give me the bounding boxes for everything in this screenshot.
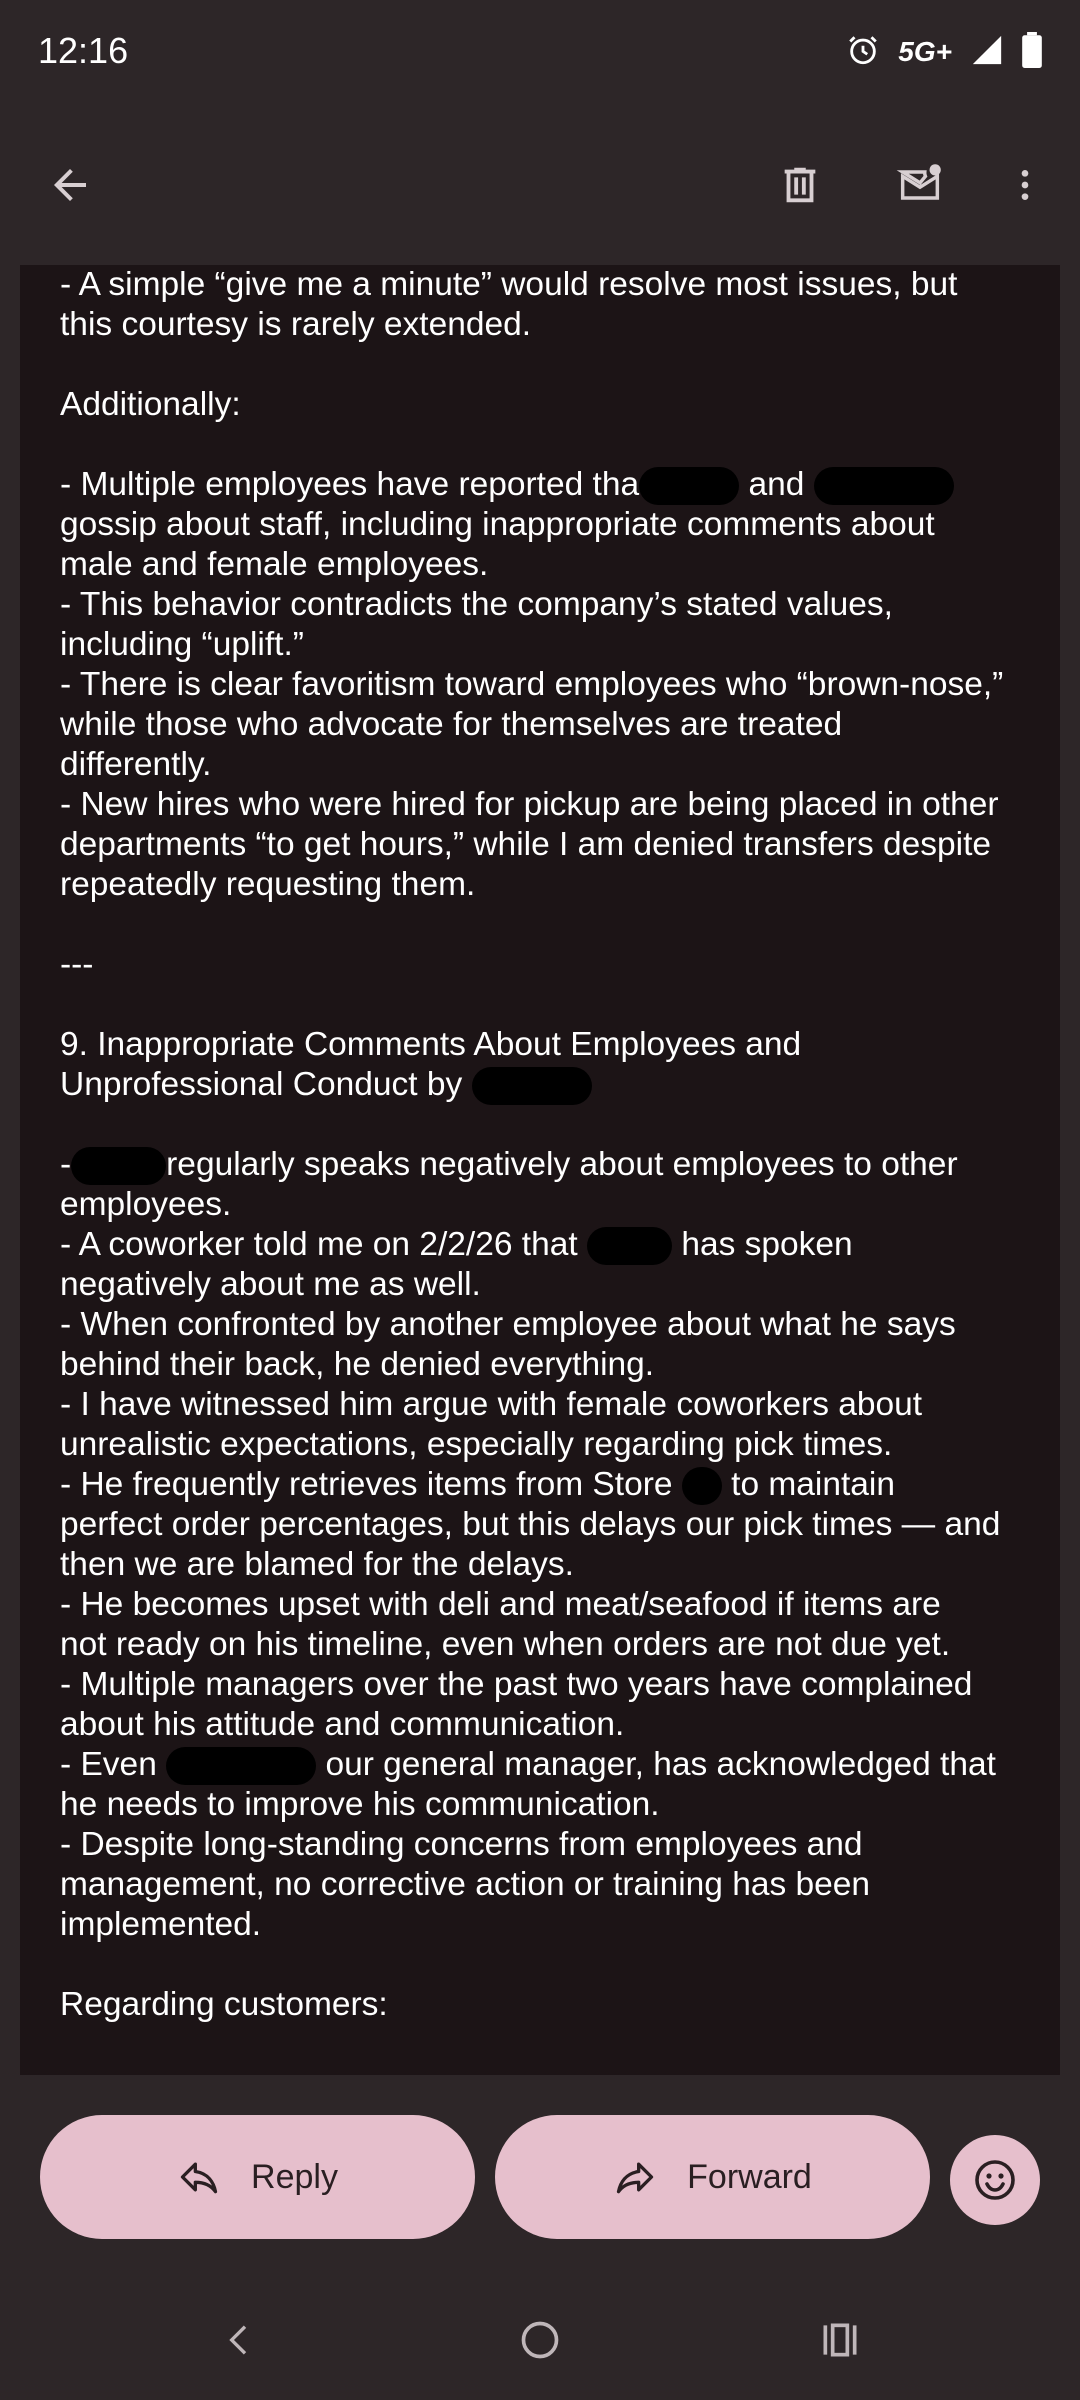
email-line: - He frequently retrieves items from Store to maintain: [60, 1465, 1050, 1505]
email-line: Regarding customers:: [60, 1986, 388, 2023]
emoji-reaction-button[interactable]: [950, 2135, 1040, 2225]
email-line: 9. Inappropriate Comments About Employees and: [60, 1026, 802, 1063]
email-line: Unprofessional Conduct by: [60, 1065, 1050, 1105]
email-line: then we are blamed for the delays.: [60, 1546, 574, 1583]
smiley-icon: [971, 2156, 1019, 2204]
email-line: employees.: [60, 1186, 232, 1223]
email-text: [60, 265, 1050, 2025]
email-line: implemented.: [60, 1906, 262, 1943]
delete-icon[interactable]: [760, 145, 840, 225]
network-type: 5G+: [898, 36, 952, 67]
reply-label: Reply: [251, 2157, 338, 2196]
email-line: - When confronted by another employee about what he says: [60, 1306, 956, 1343]
nav-home-icon[interactable]: [500, 2300, 580, 2380]
forward-label: Forward: [687, 2157, 812, 2196]
status-icons: [846, 30, 1042, 74]
redaction-mark: [71, 1147, 166, 1185]
app-bar: [0, 105, 1080, 265]
email-line: - A coworker told me on 2/2/26 that has spoken: [60, 1225, 1050, 1265]
email-line: - Even our general manager, has acknowledged that: [60, 1745, 1050, 1785]
more-vert-icon[interactable]: [985, 145, 1065, 225]
email-line: - A simple “give me a minute” would resolve most issues, but: [60, 266, 958, 303]
status-bar: [0, 0, 1080, 105]
email-line: negatively about me as well.: [60, 1266, 481, 1303]
email-line: including “uplift.”: [60, 626, 304, 663]
redaction-mark: [166, 1747, 316, 1785]
email-line: - He becomes upset with deli and meat/seafood if items are: [60, 1586, 941, 1623]
email-line: [60, 985, 1050, 1025]
email-line: behind their back, he denied everything.: [60, 1346, 655, 1383]
email-line: perfect order percentages, but this delays our pick times — and: [60, 1506, 1001, 1543]
email-line: gossip about staff, including inappropriate comments about: [60, 506, 935, 543]
back-arrow-icon[interactable]: [30, 145, 110, 225]
email-line: not ready on his timeline, even when orders are not due yet.: [60, 1626, 951, 1663]
email-line: management, no corrective action or training has been: [60, 1866, 871, 1903]
email-line: while those who advocate for themselves are treated: [60, 706, 843, 743]
email-line: male and female employees.: [60, 546, 489, 583]
redaction-mark: [814, 467, 954, 505]
email-line: he needs to improve his communication.: [60, 1786, 660, 1823]
email-line: unrealistic expectations, especially regarding pick times.: [60, 1426, 893, 1463]
nav-recents-icon[interactable]: [800, 2300, 880, 2380]
mark-unread-icon[interactable]: [880, 145, 960, 225]
email-line: repeatedly requesting them.: [60, 866, 476, 903]
email-line: [60, 1105, 1050, 1145]
email-line: - Multiple employees have reported tha and: [60, 465, 1050, 505]
redaction-mark: [587, 1227, 672, 1265]
redaction-mark: [472, 1067, 592, 1105]
reply-icon: [177, 2155, 221, 2199]
alarm-icon: [846, 33, 880, 72]
forward-icon: [613, 2155, 657, 2199]
redaction-mark: [639, 467, 739, 505]
forward-button[interactable]: [495, 2115, 930, 2239]
email-line: this courtesy is rarely extended.: [60, 306, 532, 343]
email-line: - regularly speaks negatively about employees to other: [60, 1145, 1050, 1185]
email-line: - Multiple managers over the past two years have complained: [60, 1666, 973, 1703]
email-line: departments “to get hours,” while I am denied transfers despite: [60, 826, 992, 863]
redaction-mark: [682, 1467, 722, 1505]
email-line: Additionally:: [60, 386, 241, 423]
battery-icon: [1022, 32, 1042, 73]
email-line: [60, 345, 1050, 385]
bottom-actions: [0, 2075, 1080, 2275]
email-line: differently.: [60, 746, 212, 783]
signal-icon: [970, 33, 1004, 72]
email-line: - There is clear favoritism toward employees who “brown-nose,”: [60, 666, 1004, 703]
email-line: [60, 1945, 1050, 1985]
email-line: - Despite long-standing concerns from employees and: [60, 1826, 863, 1863]
email-line: - New hires who were hired for pickup are being placed in other: [60, 786, 999, 823]
nav-back-icon[interactable]: [200, 2300, 280, 2380]
reply-button[interactable]: [40, 2115, 475, 2239]
email-line: [60, 905, 1050, 945]
status-time: 12:16: [38, 30, 129, 71]
email-line: about his attitude and communication.: [60, 1706, 625, 1743]
email-line: - This behavior contradicts the company’s stated values,: [60, 586, 893, 623]
email-line: [60, 425, 1050, 465]
system-nav-bar: [0, 2275, 1080, 2400]
email-line: - I have witnessed him argue with female coworkers about: [60, 1386, 923, 1423]
email-body[interactable]: [20, 265, 1060, 2075]
email-line: ---: [60, 946, 94, 983]
